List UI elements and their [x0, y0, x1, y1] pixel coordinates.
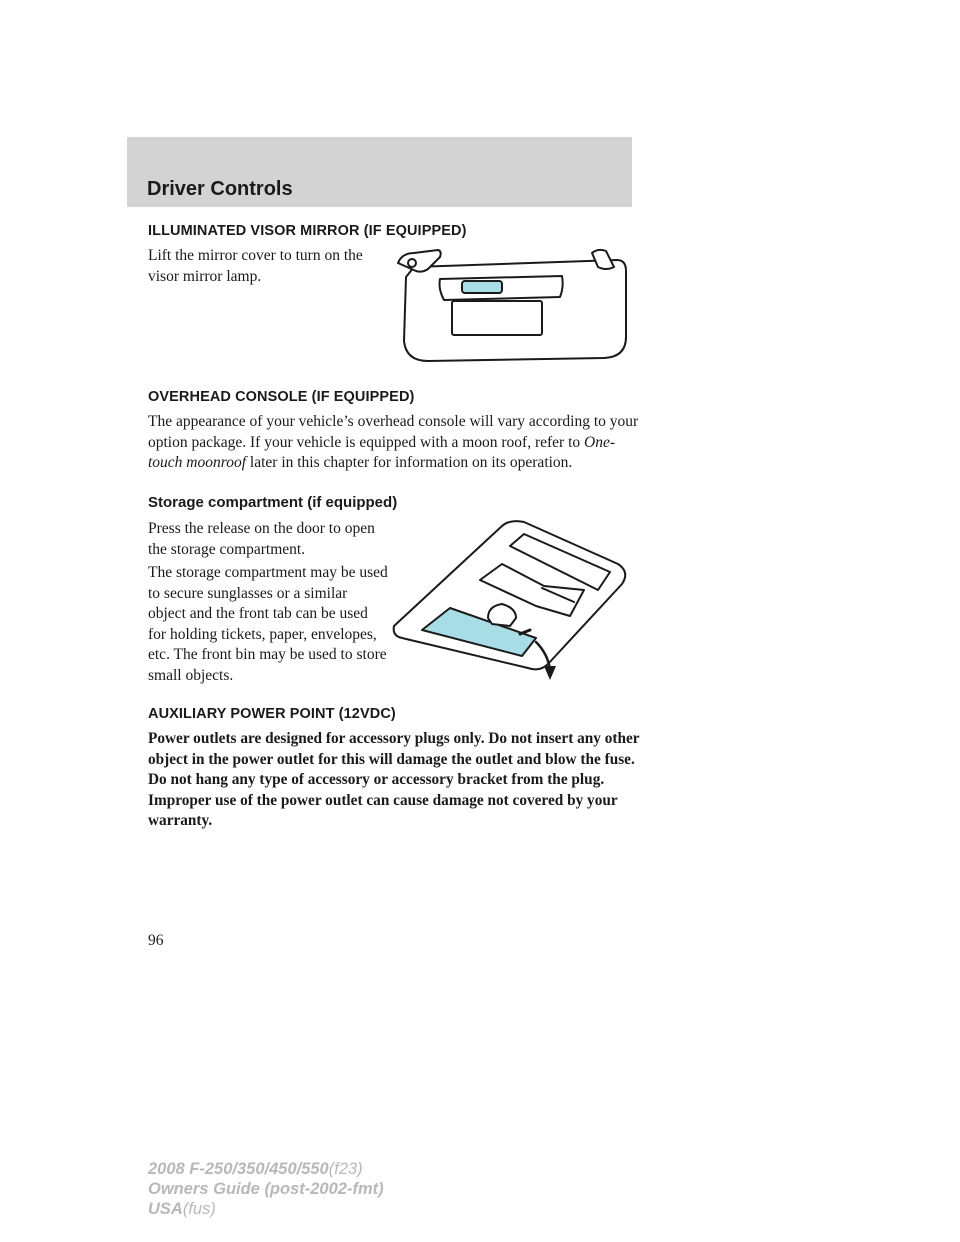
footer-guide-line: Owners Guide (post-2002-fmt) [148, 1180, 384, 1198]
storage-description-text: The storage compartment may be used to secure sunglasses or a similar object and the front tab can be used for holding tickets, paper, envelopes, etc. The front bin may be used to store small objects. [148, 564, 388, 684]
storage-instruction-text: Press the release on the door to open the storage compartment. [148, 520, 375, 558]
footer-model: 2008 F-250/350/450/550 [148, 1160, 329, 1178]
footer-region-line [148, 1199, 384, 1219]
overhead-console-heading: OVERHEAD CONSOLE (IF EQUIPPED) [148, 389, 415, 405]
power-point-warning: Power outlets are designed for accessory plugs only. Do not insert any other object in the power outlet for this will damage the outlet and blow the fuse. Do not hang any type of accessory or accessory bracket from the plug. Improper use of the power outlet can cause damage not covered by your warranty. [148, 730, 640, 829]
page-number: 96 [148, 932, 164, 949]
footer-model-line [148, 1159, 384, 1179]
section-header-band [127, 137, 632, 207]
open-direction-arrow [544, 666, 556, 680]
visor-mirror-heading: ILLUMINATED VISOR MIRROR (IF EQUIPPED) [148, 223, 467, 239]
overhead-console-text [148, 412, 648, 474]
footer-model-code: (f23) [328, 1160, 363, 1178]
footer-region-code: (fus) [182, 1200, 216, 1218]
visor-mirror-text: Lift the mirror cover to turn on the visor mirror lamp. [148, 247, 363, 285]
footer-region: USA [148, 1200, 183, 1218]
storage-compartment-heading: Storage compartment (if equipped) [148, 494, 398, 511]
power-point-heading: AUXILIARY POWER POINT (12VDC) [148, 706, 396, 722]
moonroof-reference: One-touch moonroof [148, 433, 616, 471]
document-footer [148, 1159, 384, 1219]
overhead-console-text-end: later in this chapter for information on its operation. [246, 454, 573, 471]
overhead-console-text-start: The appearance of your vehicle’s overhead console will vary according to your option package. If your vehicle is equipped with a moon roof, refer to [148, 413, 639, 451]
section-title: Driver Controls [147, 178, 293, 200]
overhead-console-illustration [392, 518, 632, 683]
visor-mirror-illustration [392, 245, 632, 365]
